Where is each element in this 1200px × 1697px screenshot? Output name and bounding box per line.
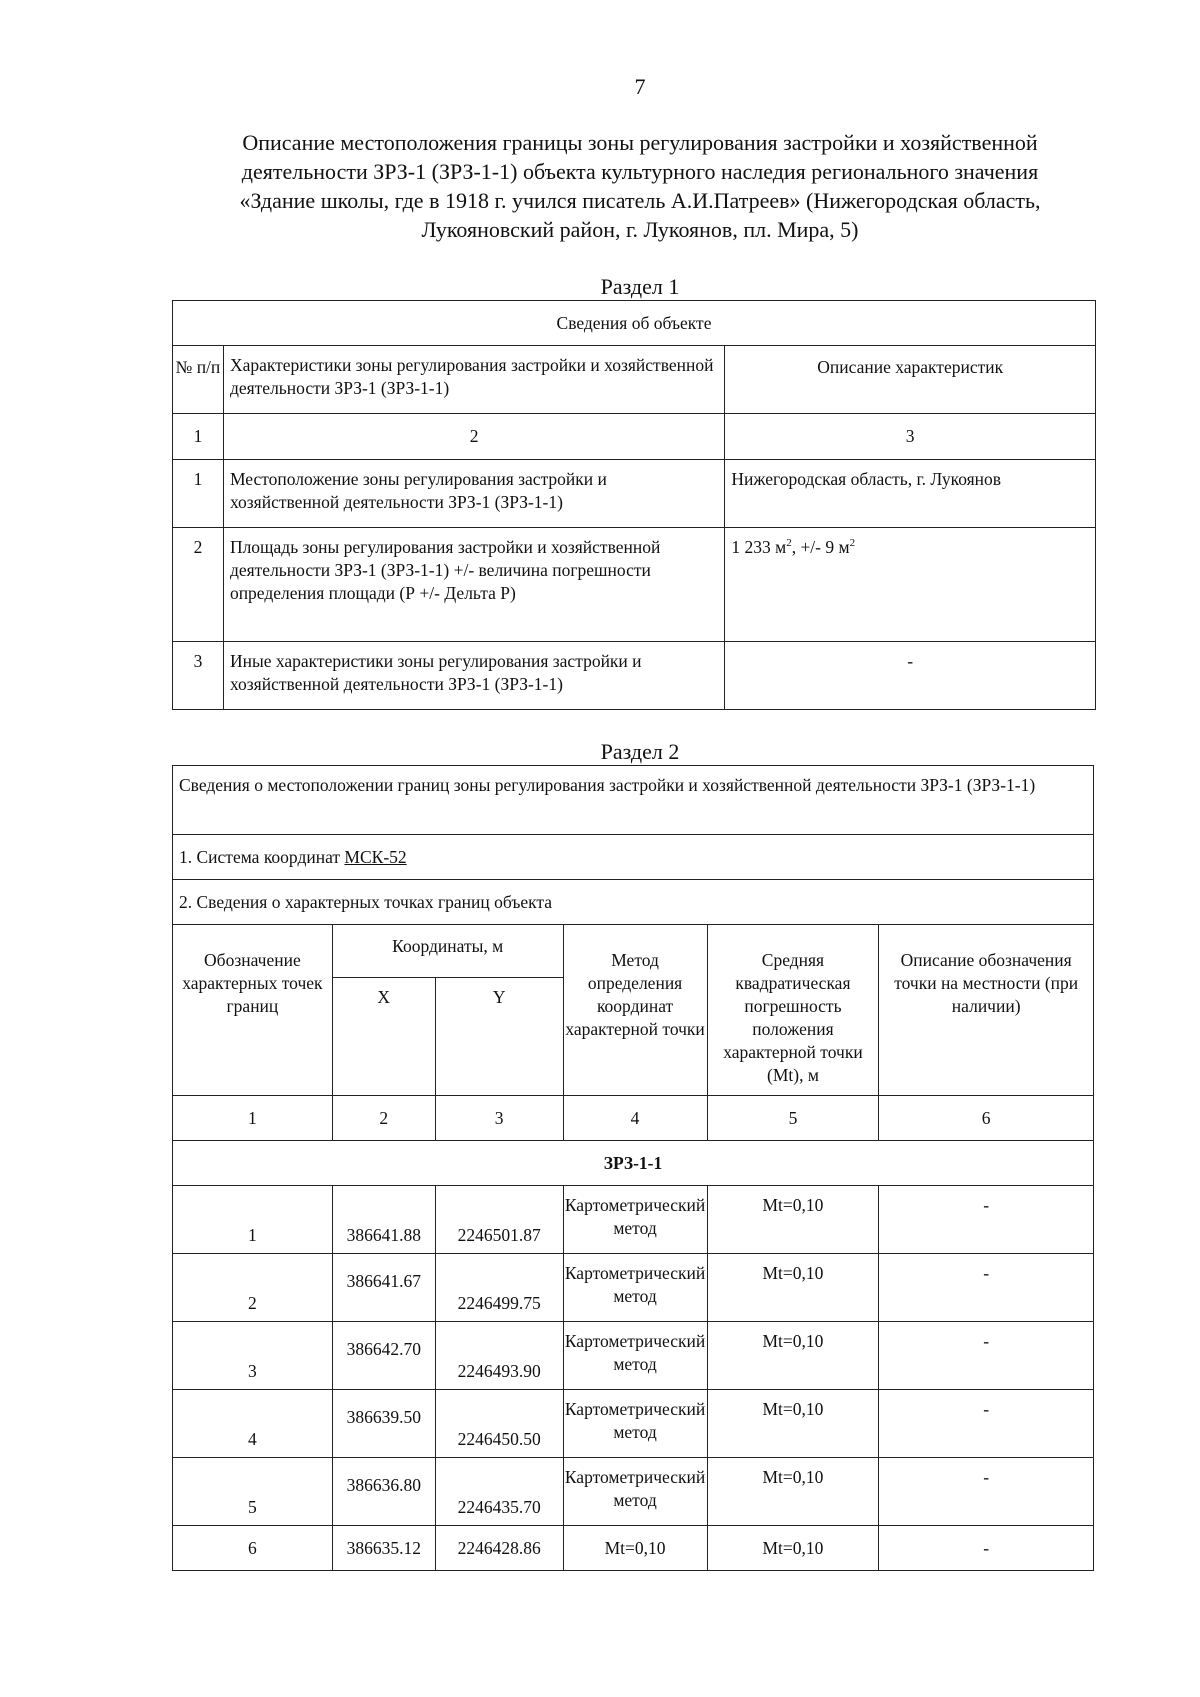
title-line: Лукояновский район, г. Лукоянов, пл. Мира, 5) [421,217,859,242]
method-cell: Картометрический метод [563,1458,707,1526]
description-cell: - [879,1186,1094,1254]
coord-system-label: 1. Система координат [179,846,345,867]
header-designation: Обозначение характерных точек границ [173,925,333,1096]
row-number: 3 [173,642,224,710]
method-cell: Картометрический метод [563,1254,707,1322]
col-number: 1 [173,414,224,460]
method-cell: Mt=0,10 [563,1526,707,1571]
table-row [173,460,1096,528]
object-info-caption: Сведения об объекте [173,301,1096,346]
boundary-points-table [172,765,1094,1571]
col-number: 3 [435,1096,563,1141]
row-value: Нижегородская область, г. Лукоянов [725,460,1096,528]
row-characteristic: Площадь зоны регулирования застройки и хозяйственной деятельности ЗРЗ-1 (ЗРЗ-1-1) +/- величина погрешности определения площади (Р +/- Дельта Р) [223,528,724,642]
col-number: 2 [332,1096,435,1141]
document-title [185,128,1095,244]
coord-x: 386641.67 [332,1254,435,1322]
table-row [173,1390,1094,1458]
row-characteristic: Иные характеристики зоны регулирования застройки и хозяйственной деятельности ЗРЗ-1 (ЗРЗ-1-1) [223,642,724,710]
accuracy-cell: Mt=0,10 [707,1390,879,1458]
header-x: X [332,978,435,1096]
col-number: 3 [725,414,1096,460]
coord-y: 2246499.75 [435,1254,563,1322]
description-cell: - [879,1458,1094,1526]
table-row [173,1254,1094,1322]
method-cell: Картометрический метод [563,1390,707,1458]
area-value: 1 233 м [731,537,787,557]
object-info-table [172,300,1096,710]
point-id: 5 [173,1458,333,1526]
accuracy-cell: Mt=0,10 [707,1254,879,1322]
point-id: 1 [173,1186,333,1254]
row-value: - [725,642,1096,710]
table-row [173,642,1096,710]
table-row [173,1526,1094,1571]
header-num: № п/п [173,346,224,414]
header-coordinates: Координаты, м [332,925,563,978]
title-line: «Здание школы, где в 1918 г. учился писатель А.И.Патреев» (Нижегородская область, [239,188,1041,213]
coord-y: 2246428.86 [435,1526,563,1571]
coord-system-link[interactable]: МСК-52 [344,846,407,867]
col-number: 4 [563,1096,707,1141]
coord-y: 2246435.70 [435,1458,563,1526]
coord-x: 386635.12 [332,1526,435,1571]
title-line: Описание местоположения границы зоны регулирования застройки и хозяйственной [242,130,1038,155]
row-characteristic: Местоположение зоны регулирования застройки и хозяйственной деятельности ЗРЗ-1 (ЗРЗ-1-1) [223,460,724,528]
point-id: 2 [173,1254,333,1322]
table-row [173,528,1096,642]
description-cell: - [879,1526,1094,1571]
table-row [173,1322,1094,1390]
table-row [173,1186,1094,1254]
header-y: Y [435,978,563,1096]
tolerance-unit-superscript: 2 [849,537,856,550]
section2-heading: Раздел 2 [600,739,680,764]
row-value [725,528,1096,642]
method-cell: Картометрический метод [563,1186,707,1254]
col-number: 1 [173,1096,333,1141]
area-tolerance: , +/- 9 м [791,537,850,557]
point-id: 4 [173,1390,333,1458]
area-unit-superscript: 2 [786,537,792,550]
zone-group-label: ЗРЗ-1-1 [173,1141,1094,1186]
coord-x: 386641.88 [332,1186,435,1254]
header-point-description: Описание обозначения точки на местности (при наличии) [879,925,1094,1096]
section1-heading: Раздел 1 [600,274,680,299]
header-description: Описание характеристик [725,346,1096,414]
point-id: 3 [173,1322,333,1390]
header-characteristic: Характеристики зоны регулирования застройки и хозяйственной деятельности ЗРЗ-1 (ЗРЗ-1-1) [223,346,724,414]
method-cell: Картометрический метод [563,1322,707,1390]
point-id: 6 [173,1526,333,1571]
title-line: деятельности ЗРЗ-1 (ЗРЗ-1-1) объекта культурного наследия регионального значения [241,159,1039,184]
accuracy-cell: Mt=0,10 [707,1458,879,1526]
coord-y: 2246493.90 [435,1322,563,1390]
coord-x: 386636.80 [332,1458,435,1526]
coord-system-row [173,835,1094,880]
header-accuracy: Средняя квадратическая погрешность положения характерной точки (Mt), м [707,925,879,1096]
col-number: 6 [879,1096,1094,1141]
row-number: 2 [173,528,224,642]
header-method: Метод определения координат характерной точки [563,925,707,1096]
page-number: 7 [634,74,646,99]
col-number: 2 [223,414,724,460]
description-cell: - [879,1390,1094,1458]
points-caption: 2. Сведения о характерных точках границ объекта [173,880,1094,925]
accuracy-cell: Mt=0,10 [707,1186,879,1254]
coord-y: 2246501.87 [435,1186,563,1254]
row-number: 1 [173,460,224,528]
accuracy-cell: Mt=0,10 [707,1322,879,1390]
coord-x: 386642.70 [332,1322,435,1390]
table-row [173,1458,1094,1526]
coord-y: 2246450.50 [435,1390,563,1458]
col-number: 5 [707,1096,879,1141]
boundary-caption: Сведения о местоположении границ зоны регулирования застройки и хозяйственной деятельности ЗРЗ-1 (ЗРЗ-1-1) [173,766,1094,835]
accuracy-cell: Mt=0,10 [707,1526,879,1571]
description-cell: - [879,1254,1094,1322]
description-cell: - [879,1322,1094,1390]
coord-x: 386639.50 [332,1390,435,1458]
